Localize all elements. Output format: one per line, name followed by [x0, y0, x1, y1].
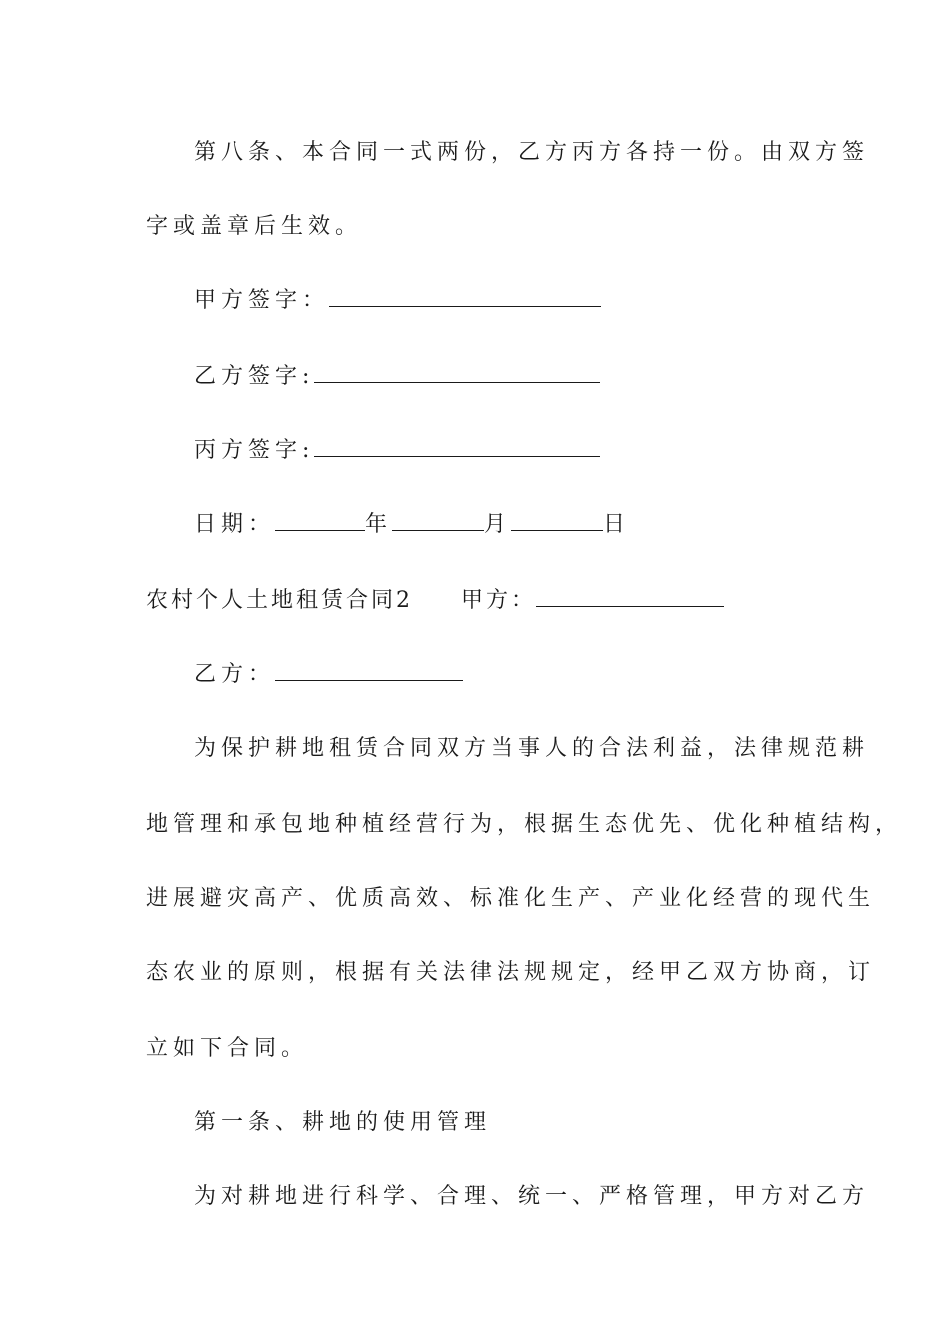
date-line	[194, 510, 630, 540]
preamble-line1: 为保护耕地租赁合同双方当事人的合法利益，法律规范耕	[194, 736, 870, 761]
party-b-signature-blank	[314, 362, 600, 383]
contract2-party-b-label: 乙方：	[194, 662, 276, 687]
party-b-signature-label: 乙方签字:	[194, 364, 315, 389]
article1-line1: 为对耕地进行科学、合理、统一、严格管理，甲方对乙方	[194, 1184, 870, 1209]
year-label: 年	[365, 512, 393, 537]
party-a-signature-line	[194, 286, 601, 316]
day-blank	[511, 510, 603, 531]
party-a-signature-blank	[329, 286, 601, 307]
article1-heading: 第一条、耕地的使用管理	[194, 1110, 492, 1135]
date-label: 日期：	[194, 512, 276, 537]
month-blank	[392, 510, 484, 531]
preamble-line5: 立如下合同。	[146, 1036, 309, 1061]
contract2-title-line	[146, 586, 724, 616]
contract2-party-a-blank	[536, 586, 724, 607]
day-label: 日	[603, 512, 631, 537]
preamble-line4: 态农业的原则，根据有关法律法规规定，经甲乙双方协商，订	[146, 960, 876, 985]
contract2-party-b-line	[194, 660, 463, 690]
preamble-line2: 地管理和承包地种植经营行为，根据生态优先、优化种植结构，	[146, 812, 903, 837]
contract2-title: 农村个人土地租赁合同2	[146, 588, 413, 613]
article8-line1: 第八条、本合同一式两份，乙方丙方各持一份。由双方签	[194, 140, 870, 165]
party-a-signature-label: 甲方签字：	[194, 288, 330, 313]
contract2-party-a-label: 甲方：	[461, 588, 537, 613]
contract2-party-b-blank	[275, 660, 463, 681]
article8-line2: 字或盖章后生效。	[146, 214, 363, 239]
party-b-signature-line	[194, 362, 600, 392]
party-c-signature-line	[194, 436, 600, 466]
preamble-line3: 进展避灾高产、优质高效、标准化生产、产业化经营的现代生	[146, 886, 876, 911]
month-label: 月	[484, 512, 512, 537]
party-c-signature-blank	[314, 436, 600, 457]
party-c-signature-label: 丙方签字:	[194, 438, 315, 463]
year-blank	[275, 510, 365, 531]
